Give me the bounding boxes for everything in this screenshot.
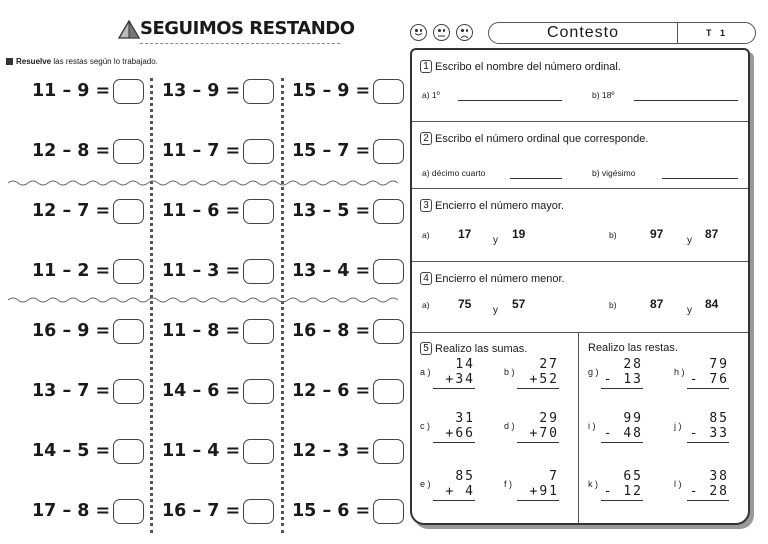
operation-letter: a ) [420,367,431,377]
pyramid-icon [118,20,140,40]
equation-text: 13 – 7 = [32,381,111,401]
neutral-face-icon[interactable] [433,24,450,41]
column-separator [281,78,284,533]
operation-bottom-number: - 12 [603,484,643,499]
answer-box[interactable] [243,199,274,224]
operation-bottom-number: +70 [529,426,559,441]
group-separator [8,296,398,304]
conjunction-y: y [493,305,498,316]
equation-text: 15 – 6 = [292,501,371,521]
subtraction-problem [292,196,404,226]
item-b-label: b) [609,300,617,310]
instruction-bold: Resuelve [16,57,52,66]
operation-top-number: 7 [549,469,559,484]
operation-line [433,388,475,389]
subtraction-problem [292,316,404,346]
equation-text: 11 – 7 = [162,141,241,161]
subtraction-problem [32,376,144,406]
question-4 [412,262,748,333]
number-option[interactable]: 19 [512,227,526,241]
worksheet-header [118,18,355,46]
operation-top-number: 79 [709,357,729,372]
subtraction-problem [32,316,144,346]
subtraction-problem [292,376,404,406]
equation-text: 11 – 8 = [162,321,241,341]
subtraction-problem [32,76,144,106]
operation-letter: h ) [674,367,685,377]
equation-text: 12 – 6 = [292,381,371,401]
operation-letter: c ) [420,421,430,431]
answer-box[interactable] [243,439,274,464]
operation-line [687,388,729,389]
item-a-label: a) décimo cuarto [422,168,486,178]
operation-letter: f ) [504,479,512,489]
question-title: Encierro el número menor. [435,272,565,285]
question-2 [412,122,748,189]
conjunction-y: y [687,235,692,246]
happy-face-icon[interactable] [410,24,427,41]
subtraction-problem [32,136,144,166]
operation-bottom-number: - 28 [689,484,729,499]
equation-text: 13 – 5 = [292,201,371,221]
operation-bottom-number: - 76 [689,372,729,387]
subtraction-problem [162,496,274,526]
answer-line[interactable] [662,178,738,179]
number-option[interactable]: 87 [705,227,719,241]
answer-box[interactable] [373,139,404,164]
contesto-label: Contesto [546,24,620,41]
number-option[interactable]: 84 [705,297,719,311]
question-1 [412,50,748,122]
operation-bottom-number: - 13 [603,372,643,387]
instruction-text: las restas según lo trabajado. [53,57,158,66]
bullet-square-icon [6,58,13,65]
operation-top-number: 85 [455,469,475,484]
item-b-label: b) vigésimo [592,168,636,178]
operation-letter: d ) [504,421,515,431]
subtraction-problem [162,316,274,346]
equation-text: 13 – 4 = [292,261,371,281]
operation-top-number: 29 [539,411,559,426]
operation-top-number: 85 [709,411,729,426]
answer-line[interactable] [510,178,562,179]
equation-text: 13 – 9 = [162,81,241,101]
answer-line[interactable] [458,100,562,101]
operation-top-number: 65 [623,469,643,484]
answer-box[interactable] [243,79,274,104]
item-a-label: a) 1º [422,90,440,100]
unit-code: T 1 [705,28,728,38]
question-3 [412,189,748,262]
conjunction-y: y [493,235,498,246]
answer-box[interactable] [243,319,274,344]
subs-title: Realizo las restas. [588,342,678,354]
answer-box[interactable] [373,319,404,344]
operation-line [687,500,729,501]
number-option[interactable]: 87 [650,297,664,311]
section-divider [578,333,579,525]
equation-text: 14 – 5 = [32,441,111,461]
operation-bottom-number: - 33 [689,426,729,441]
answer-line[interactable] [634,100,738,101]
subtraction-problem [32,196,144,226]
answer-box[interactable] [113,259,144,284]
item-a-label: a) [422,300,430,310]
contesto-header [488,22,756,44]
operation-bottom-number: +52 [529,372,559,387]
operation-letter: b ) [504,367,515,377]
equation-text: 15 – 9 = [292,81,371,101]
answer-box[interactable] [243,499,274,524]
equation-text: 12 – 8 = [32,141,111,161]
subtraction-problem [32,436,144,466]
column-separator [150,78,153,533]
answer-box[interactable] [243,379,274,404]
sad-face-icon[interactable] [456,24,473,41]
answer-box[interactable] [373,199,404,224]
subtraction-problem [32,256,144,286]
operation-top-number: 27 [539,357,559,372]
question-title: Encierro el número mayor. [435,199,564,212]
question-number: 1 [420,60,432,73]
equation-text: 16 – 8 = [292,321,371,341]
subtraction-problem [292,256,404,286]
equation-text: 14 – 6 = [162,381,241,401]
number-option[interactable]: 17 [458,227,472,241]
operation-bottom-number: +34 [445,372,475,387]
group-separator [8,179,398,187]
equation-text: 17 – 8 = [32,501,111,521]
answer-box[interactable] [113,79,144,104]
subtraction-problem [292,436,404,466]
answer-box[interactable] [113,319,144,344]
subtraction-problem [162,76,274,106]
subtraction-problem [162,196,274,226]
subtraction-problem [162,436,274,466]
equation-text: 11 – 9 = [32,81,111,101]
answer-box[interactable] [373,79,404,104]
equation-text: 11 – 6 = [162,201,241,221]
item-a-label: a) [422,230,430,240]
item-b-label: b) 18º [592,90,615,100]
equation-text: 11 – 3 = [162,261,241,281]
instruction [6,57,158,66]
answer-box[interactable] [243,139,274,164]
operation-line [601,500,643,501]
operation-line [601,388,643,389]
question-number: 3 [420,199,432,212]
operation-line [517,500,559,501]
number-option[interactable]: 57 [512,297,526,311]
question-number: 4 [420,272,432,285]
operation-bottom-number: +66 [445,426,475,441]
operation-letter: g ) [588,367,599,377]
equation-text: 15 – 7 = [292,141,371,161]
equation-text: 11 – 4 = [162,441,241,461]
contesto-card [410,48,750,525]
worksheet-title: SEGUIMOS RESTANDO [140,18,355,39]
question-title: Escribo el nombre del número ordinal. [435,60,621,73]
operation-bottom-number: +91 [529,484,559,499]
operation-bottom-number: + 4 [445,484,475,499]
operation-top-number: 31 [455,411,475,426]
operation-line [517,442,559,443]
operation-letter: e ) [420,479,431,489]
answer-box[interactable] [373,259,404,284]
equation-text: 16 – 9 = [32,321,111,341]
answer-box[interactable] [243,259,274,284]
equation-text: 11 – 2 = [32,261,111,281]
equation-text: 12 – 3 = [292,441,371,461]
operation-letter: k ) [588,479,598,489]
operation-line [433,500,475,501]
operation-line [601,442,643,443]
answer-box[interactable] [113,199,144,224]
operation-line [687,442,729,443]
answer-box[interactable] [113,499,144,524]
answer-box[interactable] [373,379,404,404]
operation-top-number: 14 [455,357,475,372]
number-option[interactable]: 75 [458,297,472,311]
operation-top-number: 99 [623,411,643,426]
subtraction-problem [162,376,274,406]
subtraction-problem [32,496,144,526]
answer-box[interactable] [373,499,404,524]
answer-box[interactable] [113,139,144,164]
answer-box[interactable] [113,379,144,404]
sums-title: Realizo las sumas. [435,342,528,355]
question-number: 5 [420,342,432,355]
operation-letter: j ) [674,421,682,431]
operation-letter: i ) [588,421,596,431]
operation-line [433,442,475,443]
conjunction-y: y [687,305,692,316]
operation-line [517,388,559,389]
subtraction-problem [292,136,404,166]
number-option[interactable]: 97 [650,227,664,241]
subtraction-problem [292,76,404,106]
equation-text: 12 – 7 = [32,201,111,221]
item-b-label: b) [609,230,617,240]
subtraction-problem [162,136,274,166]
operation-top-number: 28 [623,357,643,372]
question-title: Escribo el número ordinal que corresponde. [435,132,649,145]
self-assessment-faces [410,24,473,41]
answer-box[interactable] [373,439,404,464]
answer-box[interactable] [113,439,144,464]
title-underline [140,43,340,44]
operation-letter: l ) [674,479,682,489]
question-number: 2 [420,132,432,145]
equation-text: 16 – 7 = [162,501,241,521]
subtraction-problem [162,256,274,286]
subtraction-problem [292,496,404,526]
operation-bottom-number: - 48 [603,426,643,441]
operation-top-number: 38 [709,469,729,484]
